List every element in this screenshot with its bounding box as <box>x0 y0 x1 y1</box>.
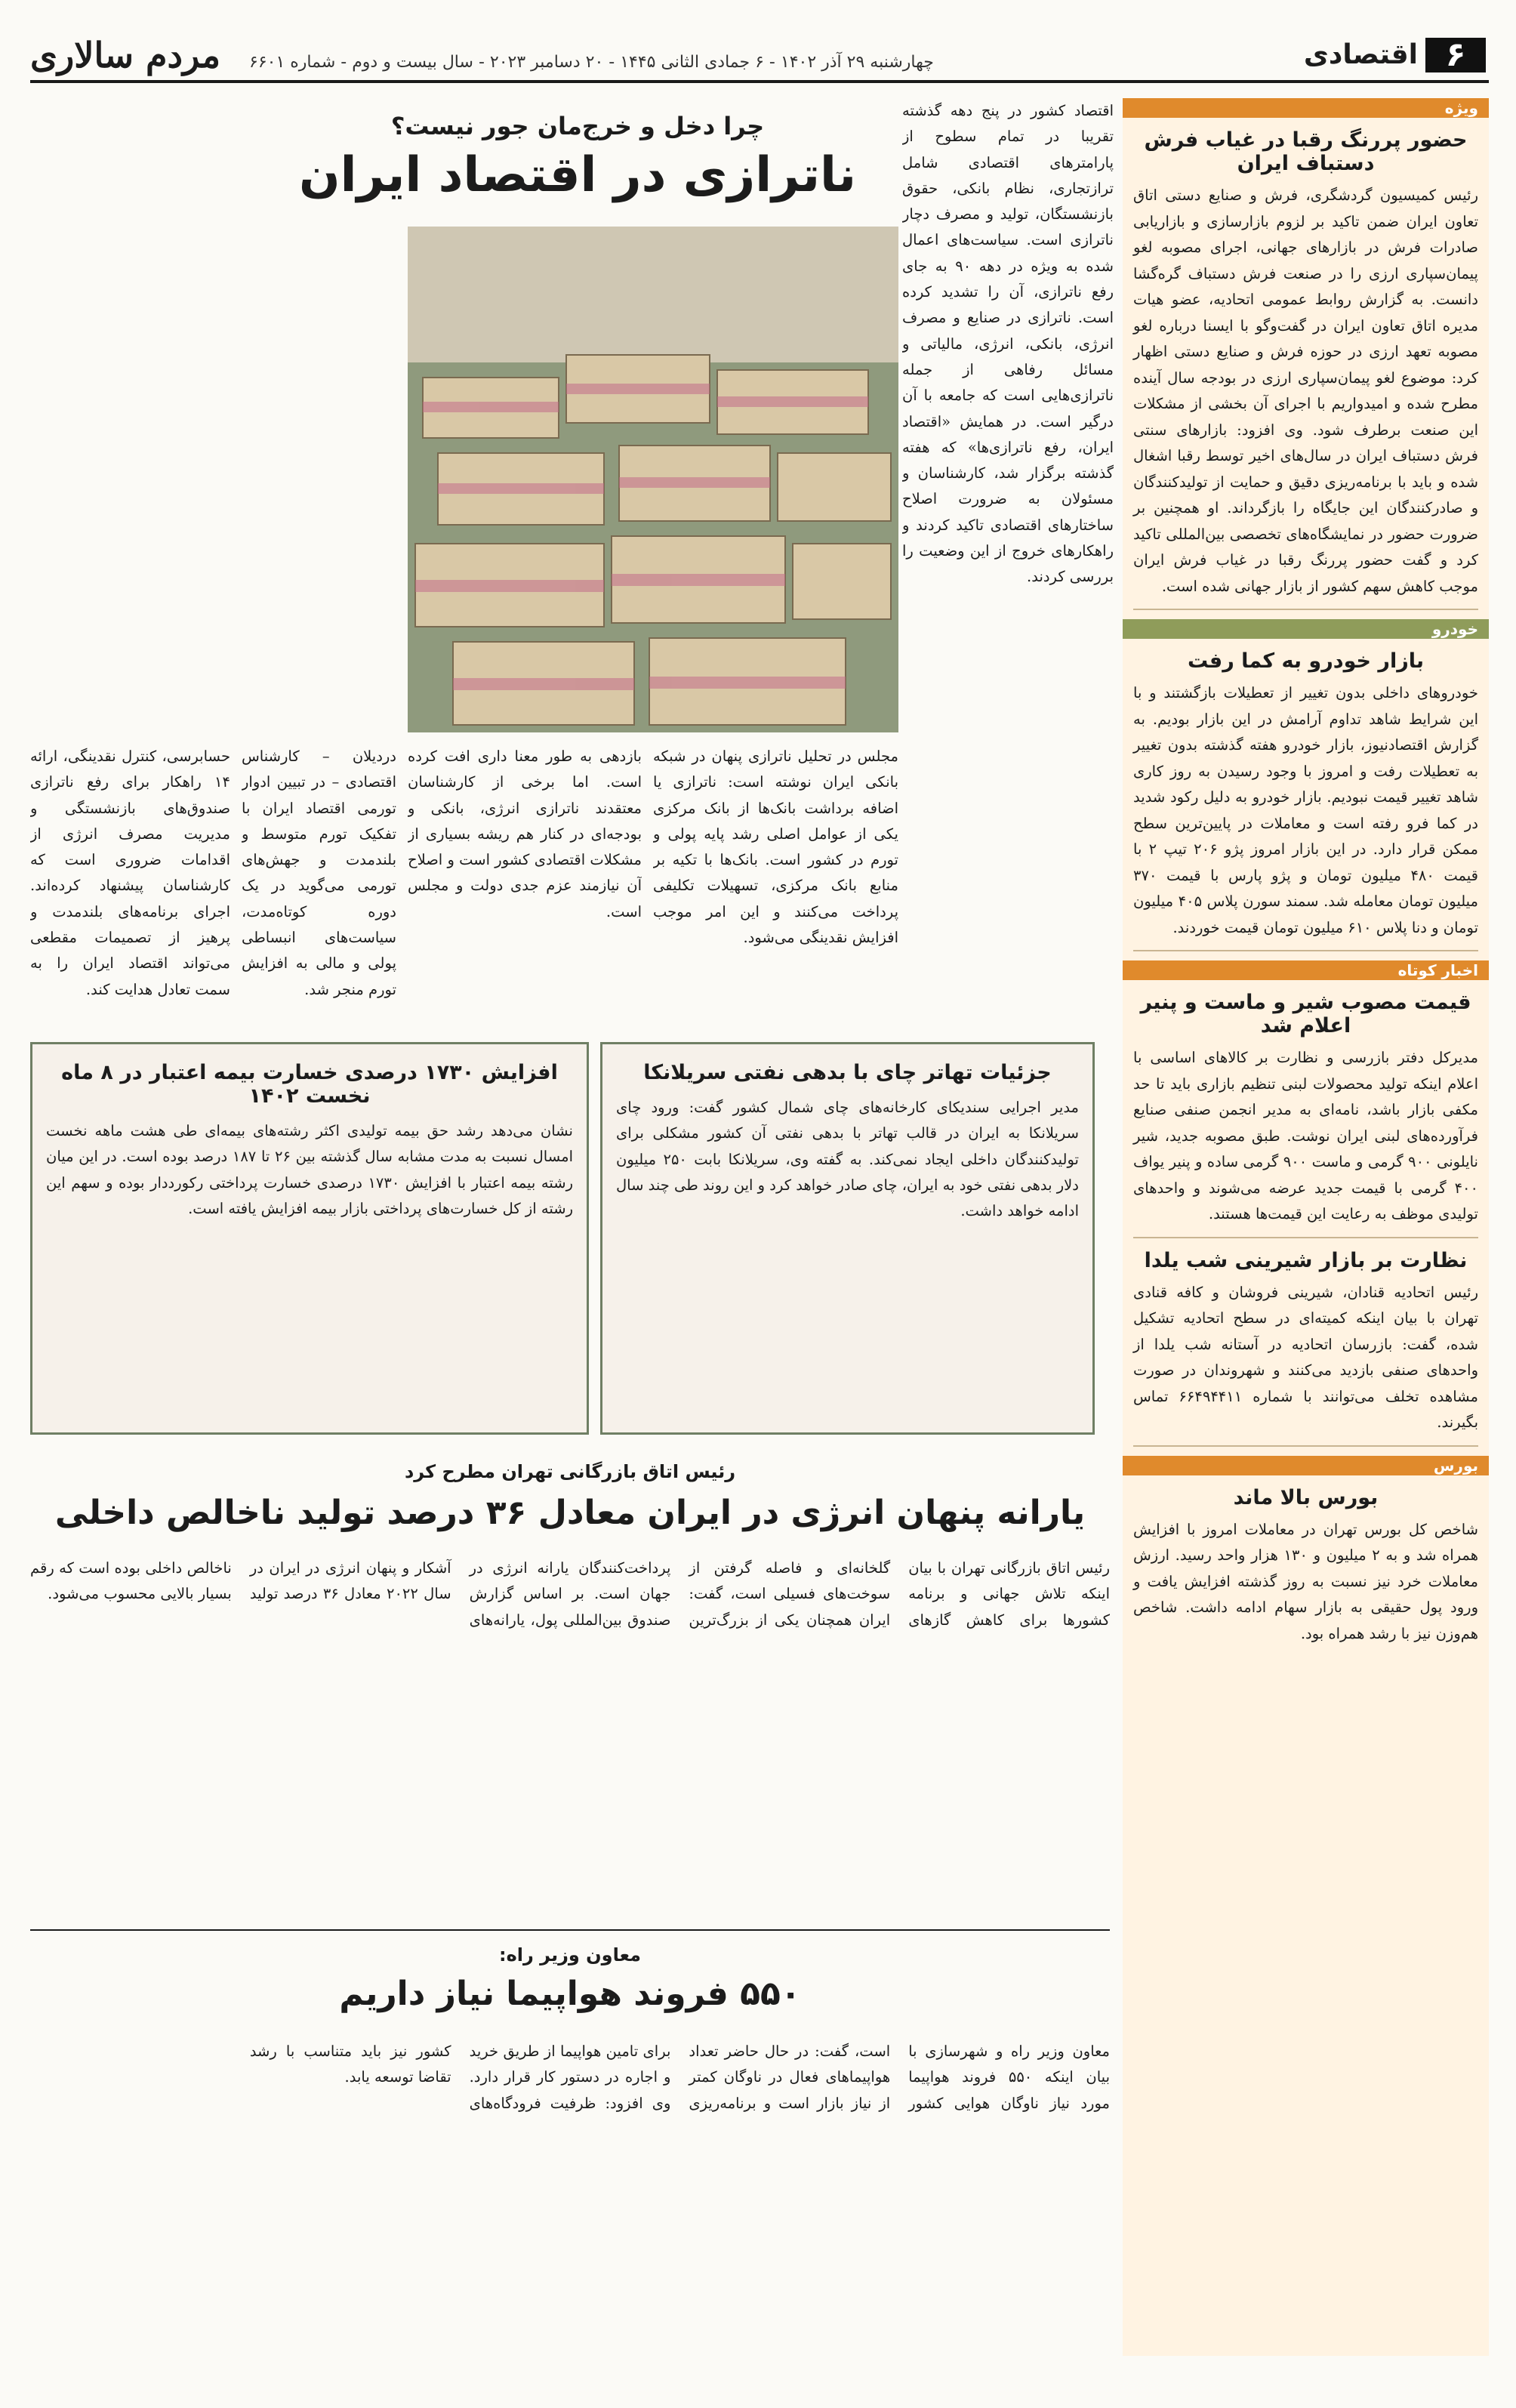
dateline: چهارشنبه ۲۹ آذر ۱۴۰۲ - ۶ جمادی الثانی ۱۴۴۵ - ۲۰ دسامبر ۲۰۲۳ - سال بیست و دوم - شماره ۶۶۰۱ <box>249 53 934 72</box>
sidebar-article-text: شاخص کل بورس تهران در معاملات امروز با افزایش همراه شد و به ۲ میلیون و ۱۳۰ هزار واحد رسید. ارزش معاملات خرد نیز نسبت به روز گذشته افزایش یافت و ورود پول حقیقی به بازار سهام ادامه داشت. شاخص هم‌وزن نیز با رشد همراه بود. <box>1133 1520 1478 1642</box>
lead-kicker: چرا دخل و خرج‌مان جور نیست؟ <box>390 112 765 140</box>
divider <box>1133 950 1478 951</box>
sidebar-section <box>1123 1456 1489 1648</box>
sidebar-article-text: رئیس کمیسیون گردشگری، فرش و صنایع دستی اتاق تعاون ایران ضمن تاکید بر لزوم بازارسازی و بازاریابی صادرات فرش در بازارهای جهانی، اجرای مصوبه لغو پیمان‌سپاری ارزی را در صنعت فرش دستباف گره‌گشا دانست. به گزارش روابط عمومی اتحادیه، عضو هیات مدیره اتاق تعاون ایران در گفت‌وگو با ایسنا درباره لغو مصوبه تعهد ارزی در حوزه فرش و صنایع دستی اظهار کرد: موضوع لغو پیمان‌سپاری ارزی در بودجه سال آینده مطرح شده و امیدواریم با اجرای آن بخشی از مشکلات این صنعت برطرف شود. وی افزود: بازارهای سنتی فرش دستباف ایران در سال‌های اخیر توسط رقبا اشغال شده و باید با برنامه‌ریزی دقیق و حمایت از تولیدکنندگان و صادرکنندگان این جایگاه را بازگرداند. او همچنین بر ضرورت حضور در نمایشگاه‌های تخصصی بین‌المللی تاکید کرد و گفت حضور پررنگ رقبا در غیاب فرش ایران موجب کاهش سهم کشور از بازار جهانی شده است. <box>1133 187 1478 595</box>
divider <box>1133 1237 1478 1238</box>
box-article-text: مدیر اجرایی سندیکای کارخانه‌های چای شمال کشور گفت: ورود چای سریلانکا به ایران در قالب تهاتر با بدهی نفتی آن کشور مشکلی برای تولیدکنندگان داخلی ایجاد نمی‌کند. به گفته وی، سریلانکا بابت ۲۵۰ میلیون دلار بدهی نفتی خود به ایران، چای صادر خواهد کرد و این روند طی چند سال ادامه خواهد داشت. <box>616 1099 1079 1220</box>
story-kicker: معاون وزیر راه: <box>498 1944 641 1966</box>
sidebar-headline: حضور پررنگ رقبا در غیاب فرش دستباف ایران <box>1144 128 1468 175</box>
sidebar-headline: بورس بالا ماند <box>1233 1485 1379 1509</box>
story-headline: ۵۵۰ فروند هواپیما نیاز داریم <box>339 1975 801 2013</box>
story-article-text: رئیس اتاق بازرگانی تهران با بیان اینکه تلاش جهانی و برنامه کشورها برای کاهش گازهای گلخانه‌ای و فاصله گرفتن از سوخت‌های فسیلی است، گفت: ایران همچنان یکی از بزرگ‌ترین پرداخت‌کنندگان یارانه انرژی در جهان است. بر اساس گزارش صندوق بین‌المللی پول، یارانه‌های آشکار و پنهان انرژی در ایران در سال ۲۰۲۲ معادل ۳۶ درصد تولید ناخالص داخلی بوده است که رقم بسیار بالایی محسوب می‌شود. <box>30 1559 1110 1629</box>
newspaper-logo: مردم سالاری <box>30 35 221 76</box>
lead-column: بازدهی به طور معنا داری افت کرده است. اما برخی از کارشناسان معتقدند ناترازی انرژی، بانکی و بودجه‌ای در کنار هم ریشه بسیاری از مشکلات اقتصادی کشور است و اصلاح آن نیازمند عزم جدی دولت و مجلس است. <box>408 748 642 920</box>
lead-column: حسابرسی، کنترل نقدینگی، ارائه ۱۴ راهکار برای رفع ناترازی صندوق‌های بازنشستگی و مدیریت مصرف انرژی از اقدامات ضروری است که کارشناسان پیشنهاد کرده‌اند. اجرای برنامه‌های بلندمدت و پرهیز از تصمیمات مقطعی می‌تواند اقتصاد ایران را به سمت تعادل هدایت کند. <box>30 748 230 998</box>
box-article-text: نشان می‌دهد رشد حق بیمه تولیدی اکثر رشته‌های بیمه‌ای طی هشت ماهه نخست امسال نسبت به مدت مشابه سال گذشته بین ۲۶ تا ۱۸۷ درصد بوده است. در این میان رشته بیمه اعتبار با افزایش ۱۷۳۰ درصدی خسارت پرداختی رکورددار بوده و سهم این رشته از کل خسارت‌های پرداختی بازار بیمه افزایش یافته است. <box>46 1122 573 1217</box>
page-number: ۶ <box>1425 38 1486 72</box>
sidebar <box>1123 98 1489 2356</box>
sidebar-ribbon: خودرو <box>1123 619 1489 639</box>
story-kicker: رئیس اتاق بازرگانی تهران مطرح کرد <box>404 1461 736 1482</box>
story-headline: یارانه پنهان انرژی در ایران معادل ۳۶ درصد تولید ناخالص داخلی <box>54 1494 1086 1532</box>
story-article-text: معاون وزیر راه و شهرسازی با بیان اینکه ۵۵۰ فروند هواپیما مورد نیاز ناوگان هوایی کشور است، گفت: در حال حاضر تعداد هواپیماهای فعال در ناوگان کمتر از نیاز بازار است و برنامه‌ریزی برای تامین هواپیما از طریق خرید و اجاره در دستور کار قرار دارد. وی افزود: ظرفیت فرودگاه‌های کشور نیز باید متناسب با رشد تقاضا توسعه یابد. <box>249 2043 1110 2112</box>
lead-column: مجلس در تحلیل ناترازی پنهان در شبکه بانکی ایران نوشته است: ناترازی یا اضافه برداشت بانک‌ها از بانک مرکزی یکی از عوامل اصلی رشد پایه پولی و تورم در کشور است. بانک‌ها با تکیه بر منابع بانک مرکزی، تسهیلات تکلیفی پرداخت می‌کنند و این امر موجب افزایش نقدینگی می‌شود. <box>653 748 898 947</box>
sidebar-section <box>1123 619 1489 941</box>
divider <box>1133 609 1478 610</box>
boxed-story <box>30 1042 589 1435</box>
box-headline: جزئیات تهاتر چای با بدهی نفتی سریلانکا <box>643 1061 1052 1084</box>
sidebar-article-text: رئیس اتحادیه قنادان، شیرینی فروشان و کافه قنادی تهران با بیان اینکه کمیته‌ای در سطح اتحادیه تشکیل شده، گفت: بازرسان اتحادیه در آستانه شب یلدا از واحدهای صنفی بازدید می‌کنند و شهروندان در صورت مشاهده تخلف می‌توانند با شماره ۶۶۴۹۴۴۱۱ تماس بگیرند. <box>1133 1283 1478 1431</box>
sidebar-section <box>1123 1249 1489 1436</box>
section-title: اقتصادی <box>1303 39 1418 70</box>
sidebar-headline: قیمت مصوب شیر و ماست و پنیر اعلام شد <box>1140 991 1471 1038</box>
lead-headline: ناترازی در اقتصاد ایران <box>298 147 857 203</box>
boxed-story <box>600 1042 1095 1435</box>
lead-column: دردیلان – کارشناس اقتصادی – در تبیین ادوار تورمی اقتصاد ایران با تفکیک تورم متوسط و بلندمدت و جهش‌های تورمی می‌گوید در یک دوره کوتاه‌مدت، سیاست‌های انبساطی پولی و مالی به افزایش تورم منجر شد. <box>242 748 396 998</box>
sidebar-ribbon: ویژه <box>1123 98 1489 118</box>
divider <box>30 1929 1110 1931</box>
sidebar-ribbon: بورس <box>1123 1456 1489 1475</box>
divider <box>1133 1445 1478 1447</box>
sidebar-headline: بازار خودرو به کما رفت <box>1187 649 1425 673</box>
sidebar-headline: نظارت بر بازار شیرینی شب یلدا <box>1144 1248 1468 1272</box>
banknote-bundles-image <box>408 227 898 732</box>
lead-column: اقتصاد کشور در پنج دهه گذشته تقریبا در تمام سطوح از پارامترهای اقتصادی شامل ترازتجاری، نظام بانکی، حقوق بازنشستگان، تولید و مصرف دچار ناترازی است. سیاست‌های اعمال شده به ویژه در دهه ۹۰ به جای رفع ناترازی، آن را تشدید کرده است. ناترازی در صنایع و مصرف انرژی، بانکی، انرژی، مالیاتی و مسائل رفاهی از جمله ناترازی‌هایی است که جامعه با آن درگیر است. در همایش «اقتصاد ایران، رفع ناترازی‌ها» که هفته گذشته برگزار شد، کارشناسان و مسئولان به ضرورت اصلاح ساختارهای اقتصادی تاکید کردند و راهکارهای خروج از این وضعیت را بررسی کردند. <box>902 102 1114 586</box>
sidebar-article-text: مدیرکل دفتر بازرسی و نظارت بر کالاهای اساسی با اعلام اینکه تولید محصولات لبنی تنظیم بازاری باید تا حد مکفی بازار باشد، نامه‌ای به مدیر انجمن صنفی صنایع فرآورده‌های لبنی ایران نوشت. طبق مصوبه جدید، شیر نایلونی ۹۰۰ گرمی و ماست ۹۰۰ گرمی ساده و پنیر یواف ۴۰۰ گرمی با قیمت جدید عرضه می‌شوند و واحدهای تولیدی موظف به رعایت این قیمت‌ها هستند. <box>1133 1049 1478 1222</box>
masthead-rule <box>30 80 1489 83</box>
sidebar-ribbon: اخبار کوتاه <box>1123 960 1489 980</box>
box-headline: افزایش ۱۷۳۰ درصدی خسارت بیمه اعتبار در ۸ ماه نخست ۱۴۰۲ <box>61 1061 558 1108</box>
sidebar-article-text: خودروهای داخلی بدون تغییر از تعطیلات بازگشتند و با این شرایط شاهد تداوم آرامش در این بازار بودیم. به گزارش اقتصادنیوز، بازار خودرو هفته گذشته بدون تغییر به تعطیلات رفت و امروز با وجود رسیدن به روز کاری شاهد تغییر قیمت نبودیم. بازار خودرو به دلیل رکود شدید در کما فرو رفته است و معاملات در پایین‌ترین سطح ممکن قرار دارد. در این بازار امروز پژو ۲۰۶ تیپ ۲ با قیمت ۴۸۰ میلیون تومان و پژو پارس با قیمت ۳۷۰ میلیون تومان معامله شد. سمند سورن پلاس ۴۰۵ میلیون تومان و دنا پلاس ۶۱۰ میلیون تومان قیمت خوردند. <box>1133 684 1479 936</box>
sidebar-section <box>1123 960 1489 1228</box>
sidebar-section <box>1123 98 1489 600</box>
money-stacks-photo <box>408 227 898 732</box>
